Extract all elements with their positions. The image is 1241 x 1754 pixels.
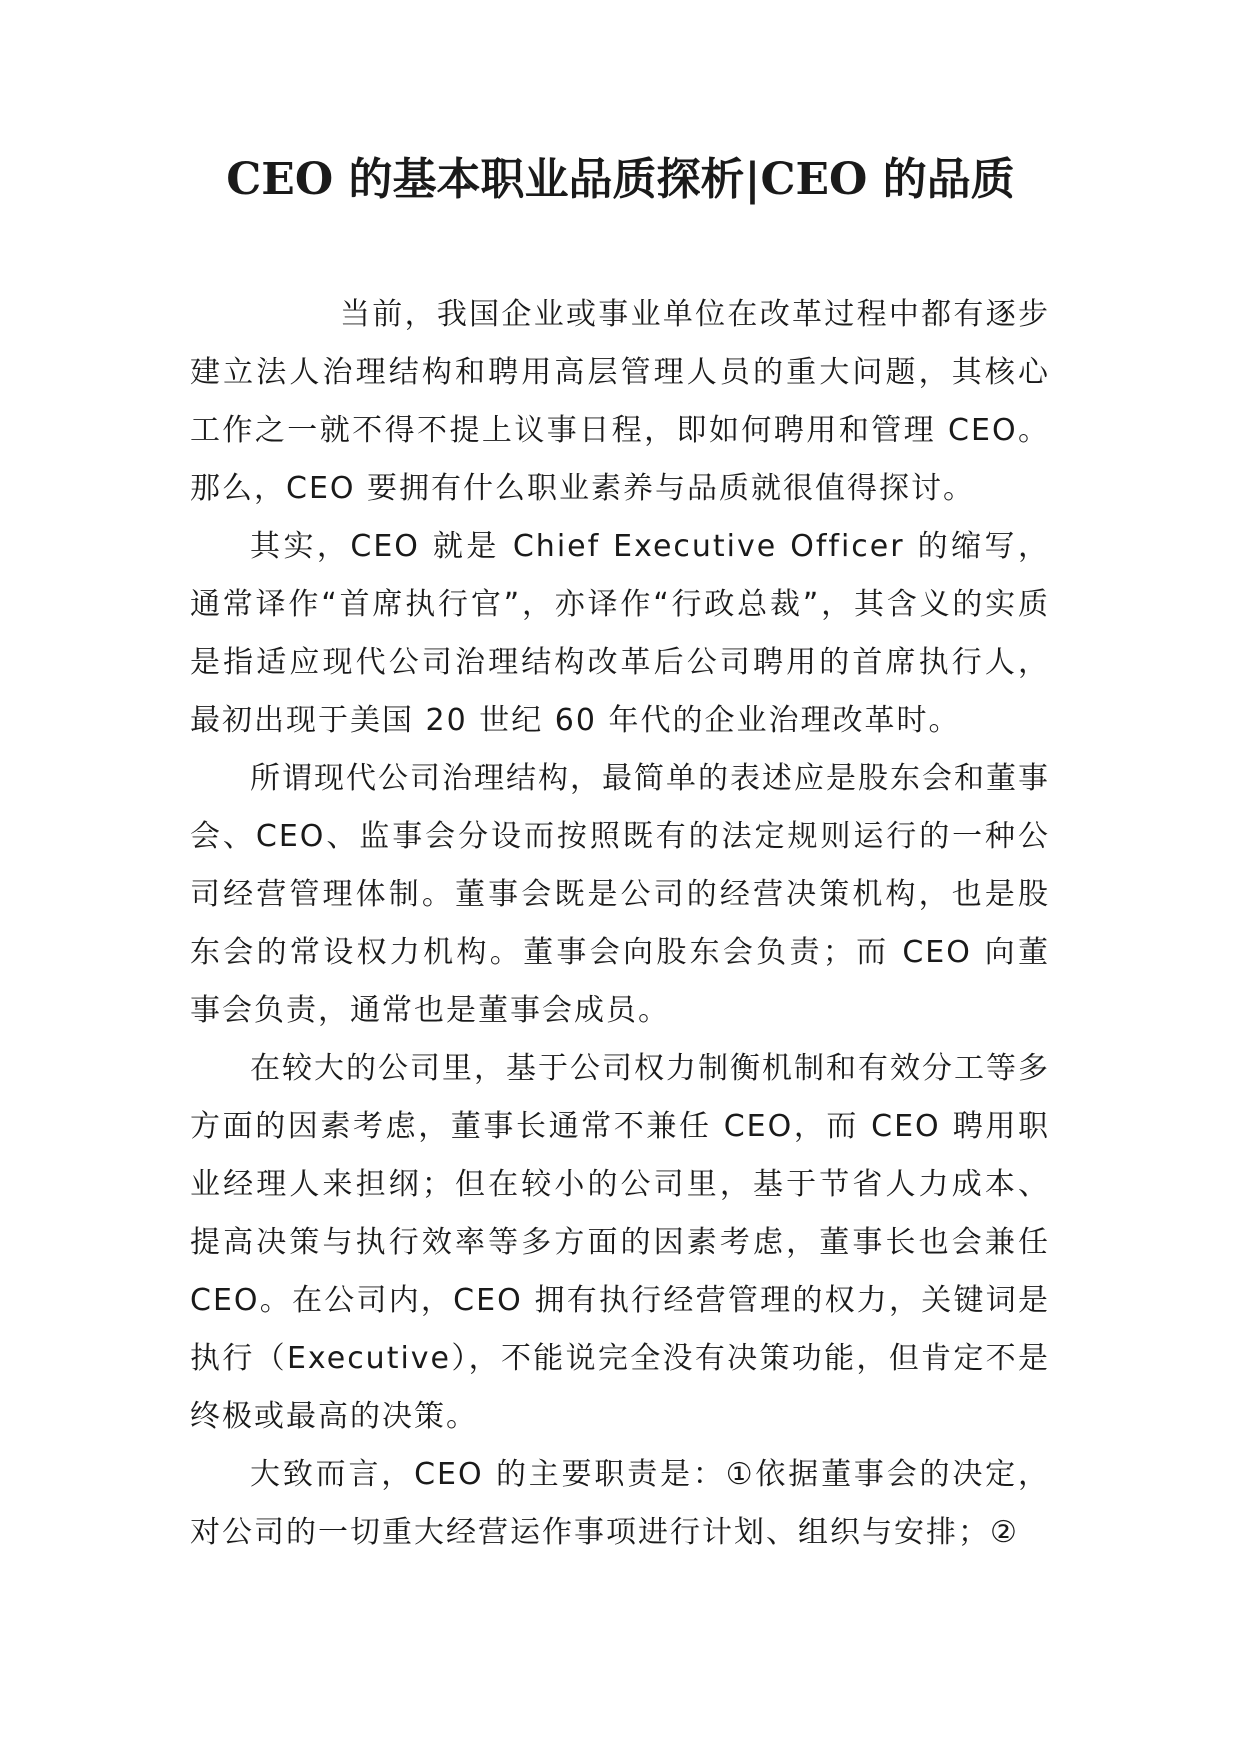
paragraph-1: 当前，我国企业或事业单位在改革过程中都有逐步建立法人治理结构和聘用高层管理人员的重大问题，其核心工作之一就不得不提上议事日程，即如何聘用和管理 CEO。那么，CEO 要拥有什么职业素养与品质就很值得探讨。 xyxy=(190,297,1050,506)
paragraph-2: 其实，CEO 就是 Chief Executive Officer 的缩写，通常译作“首席执行官”，亦译作“行政总裁”，其含义的实质是指适应现代公司治理结构改革后公司聘用的首席执行人，最初出现于美国 20 世纪 60 年代的企业治理改革时。 xyxy=(190,529,1050,738)
paragraph-4: 在较大的公司里，基于公司权力制衡机制和有效分工等多方面的因素考虑，董事长通常不兼任 CEO，而 CEO 聘用职业经理人来担纲；但在较小的公司里，基于节省人力成本、提高决策与执行效率等多方面的因素考虑，董事长也会兼任 CEO。在公司内，CEO 拥有执行经营管理的权力，关键词是执行（Executive），不能说完全没有决策功能，但肯定不是终极或最高的决策。 xyxy=(190,1051,1050,1434)
document-body xyxy=(190,286,1050,1562)
paragraph-5: 大致而言，CEO 的主要职责是：①依据董事会的决定，对公司的一切重大经营运作事项进行计划、组织与安排；② xyxy=(190,1457,1050,1550)
document-title: CEO 的基本职业品质探析|CEO 的品质 xyxy=(226,154,1015,205)
paragraph-3: 所谓现代公司治理结构，最简单的表述应是股东会和董事会、CEO、监事会分设而按照既有的法定规则运行的一种公司经营管理体制。董事会既是公司的经营决策机构，也是股东会的常设权力机构。董事会向股东会负责；而 CEO 向董事会负责，通常也是董事会成员。 xyxy=(190,761,1050,1028)
